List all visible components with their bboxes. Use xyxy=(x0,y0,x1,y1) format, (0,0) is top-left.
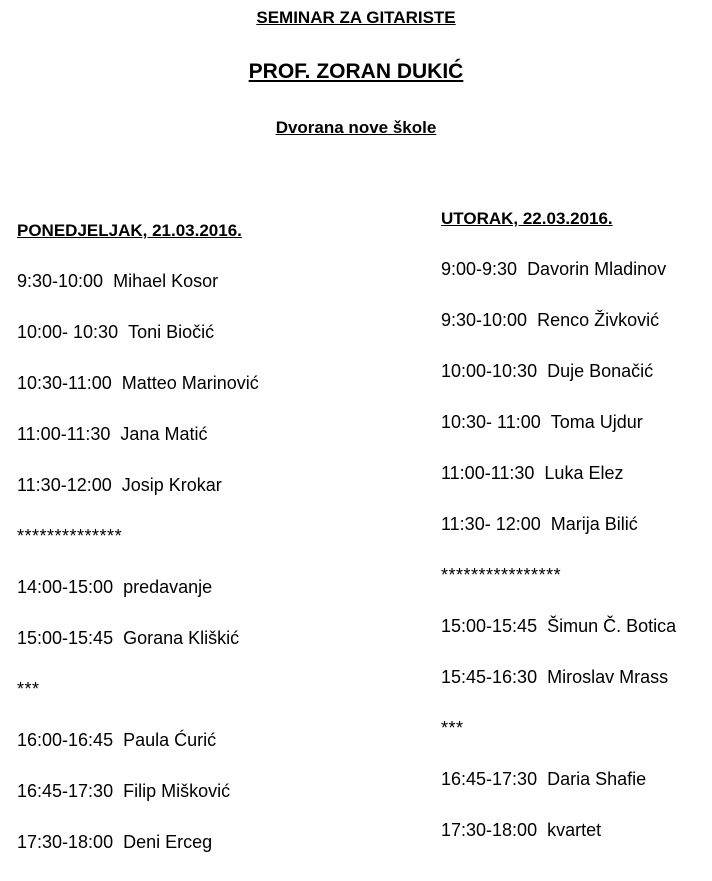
time-slot: 11:00-11:30 xyxy=(17,424,111,444)
participant-name: Šimun Č. Botica xyxy=(547,616,677,636)
schedule-row xyxy=(17,422,259,473)
schedule-row xyxy=(17,320,259,371)
participant-name: Josip Krokar xyxy=(121,475,222,495)
schedule-row xyxy=(441,818,676,869)
participant-name: Mihael Kosor xyxy=(113,271,219,291)
time-slot: 11:30- 12:00 xyxy=(441,514,541,534)
time-slot: 9:30-10:00 xyxy=(17,271,104,291)
time-slot: 10:00- 10:30 xyxy=(17,322,119,342)
schedule-row xyxy=(441,461,676,512)
schedule-row xyxy=(17,779,259,830)
time-slot: 11:00-11:30 xyxy=(441,463,535,483)
schedule-row xyxy=(17,371,259,422)
schedule-row xyxy=(17,830,259,881)
schedule-row xyxy=(17,473,259,524)
time-slot: 15:00-15:45 xyxy=(17,628,114,648)
separator xyxy=(441,716,676,767)
schedule-row xyxy=(17,626,259,677)
participant-name: Duje Bonačić xyxy=(547,361,654,381)
participant-name: Deni Erceg xyxy=(123,832,213,852)
participant-name: Paula Ćurić xyxy=(123,730,217,750)
time-slot: 17:30-18:00 xyxy=(441,820,538,840)
time-slot: 16:45-17:30 xyxy=(441,769,538,789)
schedule-row xyxy=(441,767,676,818)
time-slot: 9:00-9:30 xyxy=(441,259,518,279)
participant-name: Miroslav Mrass xyxy=(547,667,669,687)
time-slot: 17:30-18:00 xyxy=(17,832,114,852)
schedule-row xyxy=(17,269,259,320)
time-slot: 14:00-15:00 xyxy=(17,577,114,597)
professor-name: PROF. ZORAN DUKIĆ xyxy=(248,60,464,83)
day-title: UTORAK, 22.03.2016. xyxy=(441,209,613,228)
separator xyxy=(17,524,259,575)
time-slot: 15:00-15:45 xyxy=(441,616,538,636)
day-column-monday xyxy=(17,219,259,881)
time-slot: 16:45-17:30 xyxy=(17,781,114,801)
time-slot: 10:30-11:00 xyxy=(17,373,112,393)
separator-stars: ************** xyxy=(17,526,123,546)
separator-stars: *** xyxy=(17,679,40,699)
participant-name: Marija Bilić xyxy=(550,514,638,534)
schedule-row xyxy=(441,512,676,563)
day-title: PONEDJELJAK, 21.03.2016. xyxy=(17,221,242,240)
participant-name: kvartet xyxy=(547,820,602,840)
seminar-title: SEMINAR ZA GITARISTE xyxy=(256,8,456,27)
participant-name: Jana Matić xyxy=(120,424,208,444)
time-slot: 10:30- 11:00 xyxy=(441,412,541,432)
participant-name: Daria Shafie xyxy=(547,769,647,789)
day-column-tuesday xyxy=(441,207,676,869)
time-slot: 15:45-16:30 xyxy=(441,667,538,687)
separator xyxy=(441,563,676,614)
schedule-row xyxy=(441,614,676,665)
time-slot: 11:30-12:00 xyxy=(17,475,112,495)
venue: Dvorana nove škole xyxy=(275,118,437,137)
participant-name: Davorin Mladinov xyxy=(527,259,667,279)
participant-name: Renco Živković xyxy=(537,310,660,330)
separator-stars: *** xyxy=(441,718,464,738)
participant-name: Toni Biočić xyxy=(128,322,215,342)
schedule-row xyxy=(441,308,676,359)
schedule-row xyxy=(17,575,259,626)
schedule-row xyxy=(441,410,676,461)
participant-name: Filip Mišković xyxy=(123,781,231,801)
participant-name: Luka Elez xyxy=(544,463,624,483)
participant-name: predavanje xyxy=(123,577,213,597)
schedule-row xyxy=(441,665,676,716)
time-slot: 16:00-16:45 xyxy=(17,730,114,750)
schedule-row xyxy=(441,359,676,410)
participant-name: Matteo Marinović xyxy=(121,373,259,393)
separator xyxy=(17,677,259,728)
participant-name: Toma Ujdur xyxy=(550,412,643,432)
time-slot: 9:30-10:00 xyxy=(441,310,528,330)
participant-name: Gorana Kliškić xyxy=(123,628,240,648)
separator-stars: **************** xyxy=(441,565,562,585)
schedule-row xyxy=(17,728,259,779)
time-slot: 10:00-10:30 xyxy=(441,361,538,381)
schedule-row xyxy=(441,257,676,308)
